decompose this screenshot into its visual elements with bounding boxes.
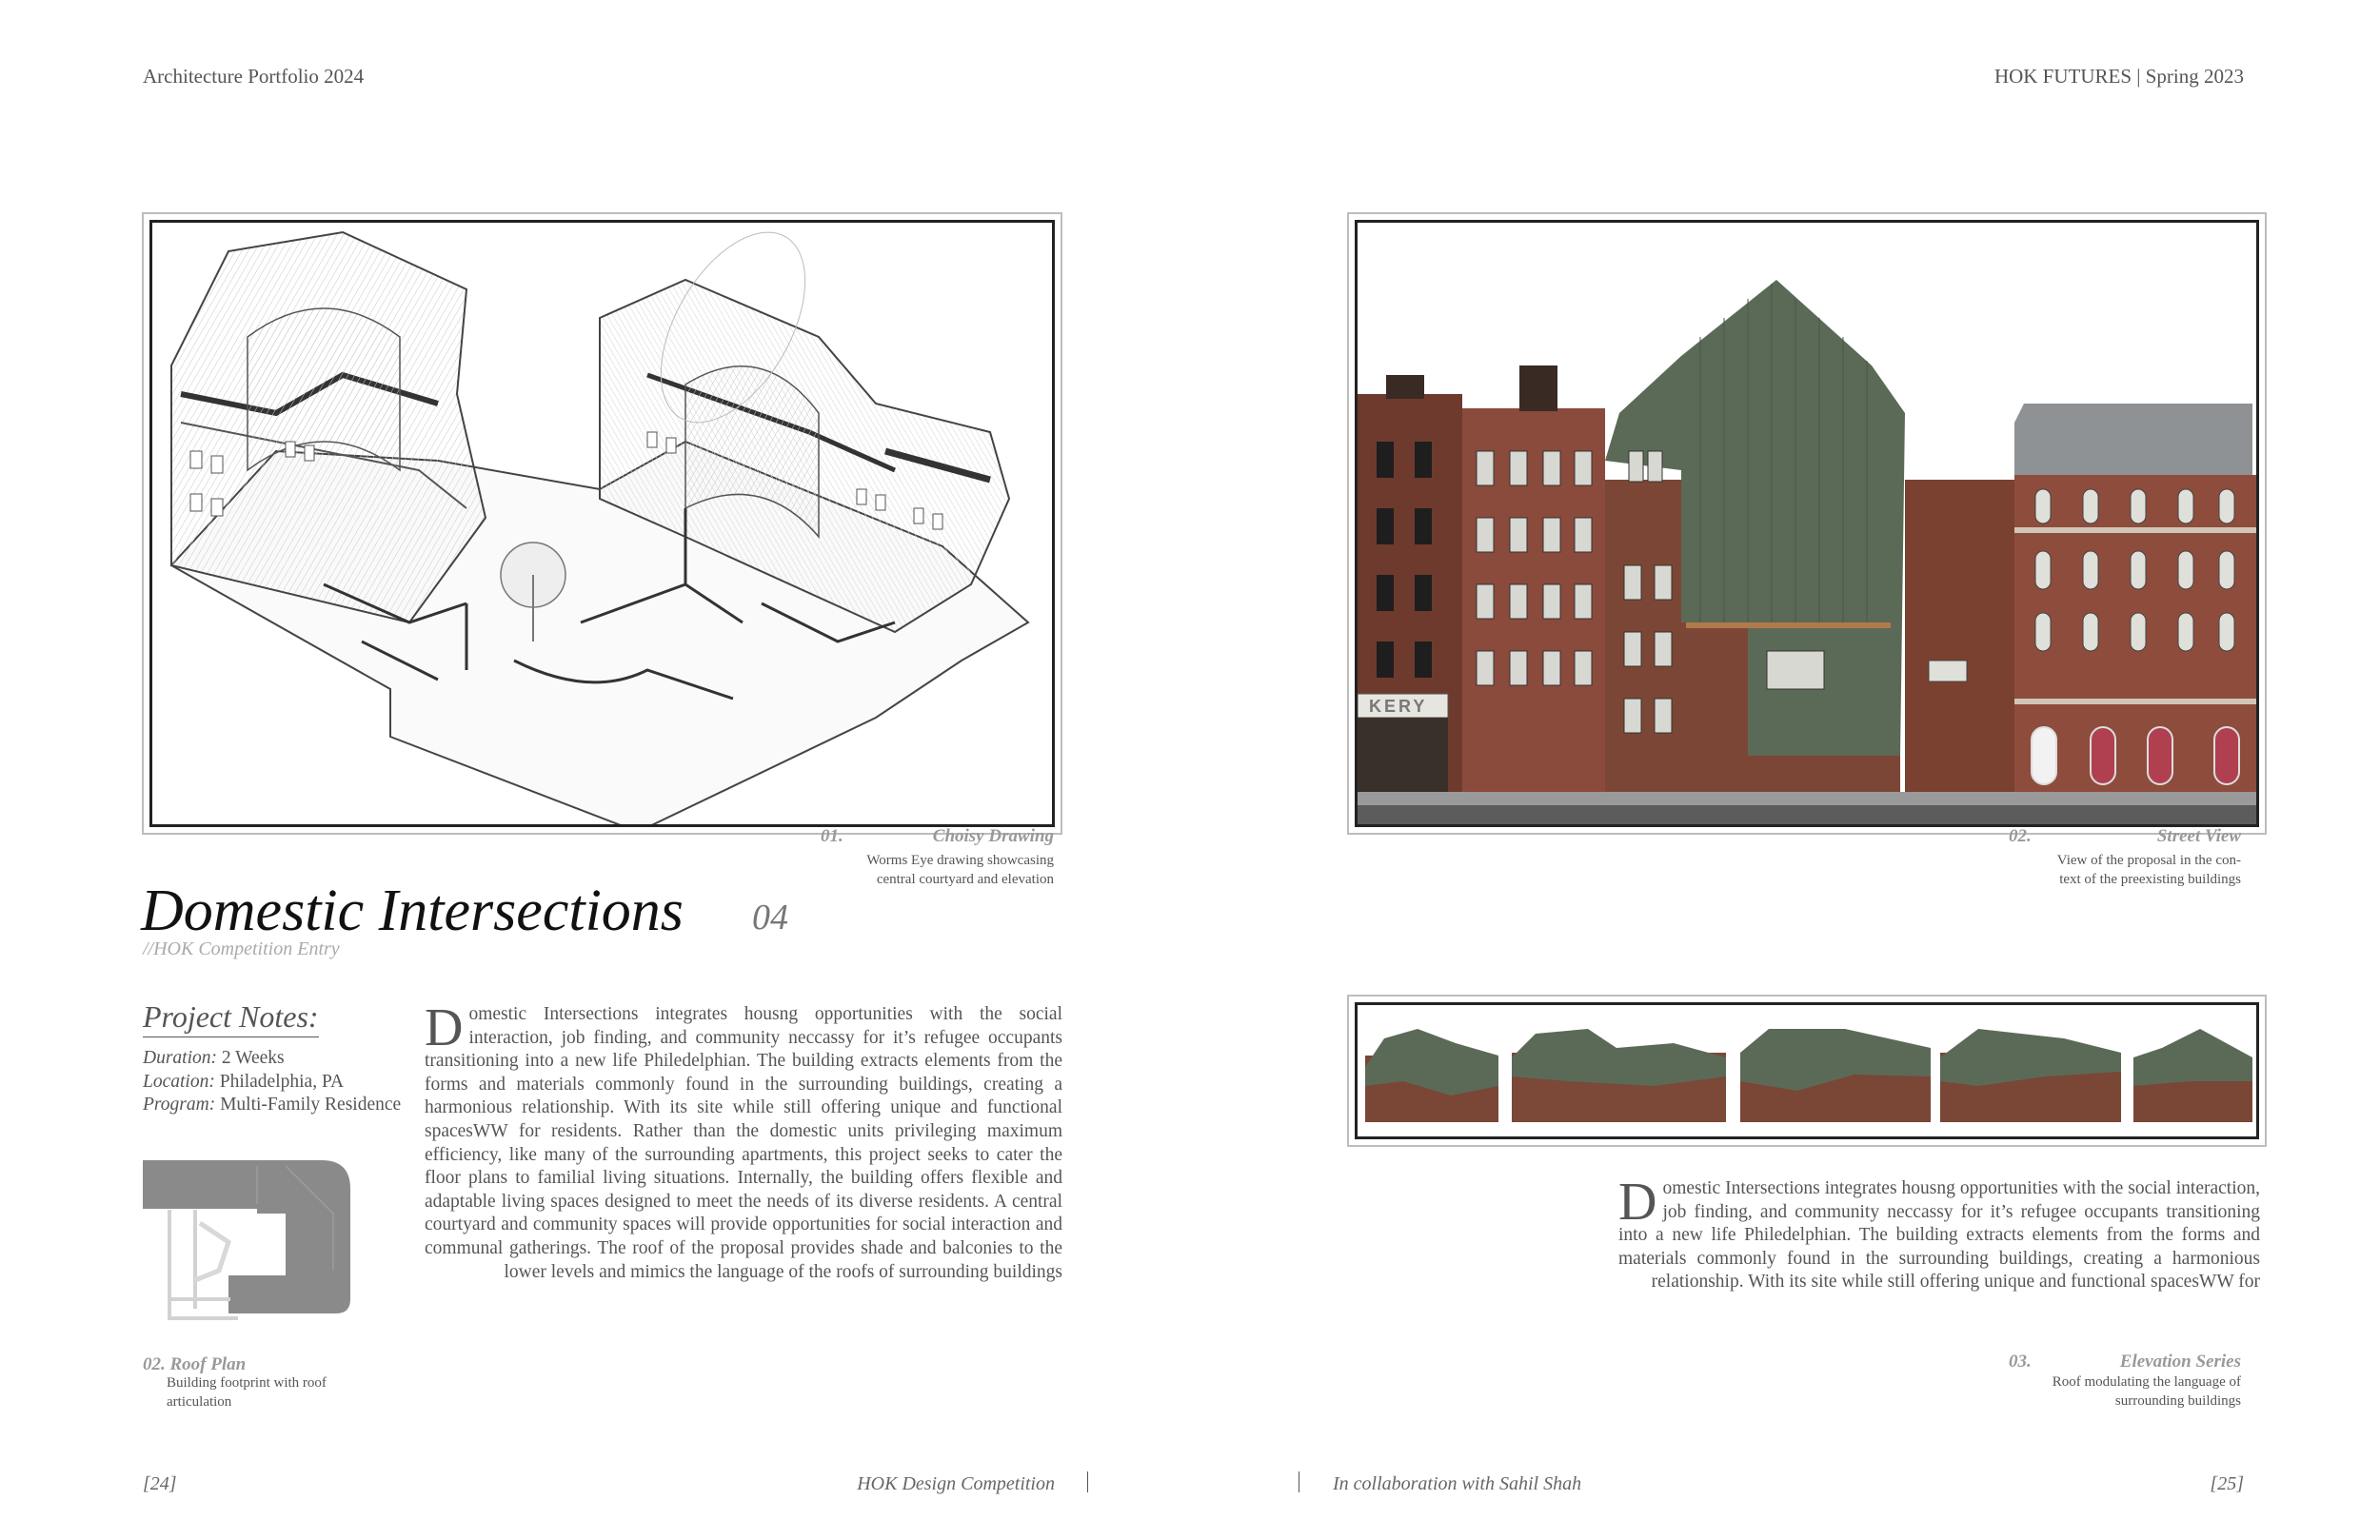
roof-plan-desc-2: articulation: [167, 1394, 232, 1410]
figure2-desc-2: text of the preexisting buildings: [2059, 872, 2241, 887]
project-notes-heading: Project Notes:: [143, 999, 319, 1037]
elevation-3: [1740, 1029, 1931, 1122]
project-notes: [143, 1047, 401, 1117]
right-page-number: [25]: [2210, 1473, 2244, 1494]
figure2-number: 02.: [2009, 826, 2032, 846]
left-page-number: [24]: [143, 1473, 177, 1494]
project-subtitle: //HOK Competition Entry: [143, 938, 340, 959]
right-body-paragraph: omestic Intersections integrates housng opportunities with the social interaction, job finding, and community neccassy for it’s refugee occupants transitioning into a new life Philedelphian. The building extracts elements from the forms and materials commonly found in the surrounding buildings, creating a harmonious relationship. With its site while still offering unique and functional spacesWW for: [1618, 1178, 2260, 1293]
footer-separator-left: [1087, 1471, 1088, 1492]
project-number: 04: [752, 898, 788, 938]
program-label: Program:: [143, 1095, 216, 1116]
figure2-title: Street View: [2156, 826, 2241, 846]
choisy-drawing: [152, 223, 1052, 824]
figure3-desc-2: surrounding buildings: [2114, 1393, 2241, 1409]
elevation-series-image: [1358, 1005, 2256, 1136]
left-body-text: [425, 998, 1062, 1284]
location-label: Location:: [143, 1071, 215, 1092]
roof-plan-desc-1: Building footprint with roof: [167, 1375, 327, 1391]
elevation-series-frame: [1347, 995, 2267, 1147]
program-row: [143, 1094, 401, 1117]
roof-plan-title: 02. Roof Plan: [143, 1354, 247, 1374]
figure1-desc-1: Worms Eye drawing showcasing: [866, 853, 1054, 868]
location-row: [143, 1071, 401, 1095]
location-value: Philadelphia, PA: [219, 1071, 345, 1092]
figure2-desc-1: View of the proposal in the con-: [2056, 853, 2241, 868]
duration-label: Duration:: [143, 1048, 217, 1068]
duration-row: [143, 1047, 401, 1071]
roof-plan-drawing: [143, 1156, 357, 1323]
figure3-desc-1: Roof modulating the language of: [2052, 1374, 2241, 1390]
figure1-desc-2: central courtyard and elevation: [876, 872, 1054, 887]
project-title: Domestic Intersections: [141, 879, 684, 943]
duration-value: 2 Weeks: [221, 1048, 285, 1068]
figure1-title: Choisy Drawing: [932, 826, 1054, 846]
program-value: Multi-Family Residence: [220, 1095, 402, 1116]
street-view-frame: [1347, 212, 2267, 835]
right-body-text: [1618, 1173, 2260, 1294]
choisy-drawing-frame: [142, 212, 1062, 835]
bakery-sign: KERY: [1369, 697, 1428, 716]
right-dropcap: D: [1618, 1173, 1657, 1232]
street-view-image: [1358, 223, 2256, 824]
left-body-paragraph: omestic Intersections integrates housng opportunities with the social interaction, job finding, and community neccassy for it’s refugee occupants transitioning into a new life Philedelphian. The building extracts elements from the forms and materials commonly found in the surrounding buildings, creating a harmonious relationship. With its site while still offering unique and functional spacesWW for residents. Rather than the domestic units privileging maximum efficiency, like many of the surrounding apartments, this project seeks to cater the floor plans to familial living situations. Internally, the building offers flexible and adaptable living spaces designed to meet the needs of its diverse residents. A central courtyard and community spaces will provide opportunities for social interaction and communal gatherings. The roof of the proposal provides shade and balconies to the lower levels and mimics the language of the roofs of surrounding buildings: [425, 1004, 1062, 1282]
figure1-number: 01.: [821, 826, 843, 846]
figure3-title: Elevation Series: [2119, 1352, 2241, 1372]
header-right: HOK FUTURES | Spring 2023: [1993, 65, 2244, 88]
footer-right-label: In collaboration with Sahil Shah: [1333, 1473, 1582, 1494]
header-left: Architecture Portfolio 2024: [143, 65, 365, 88]
footer-left-label: HOK Design Competition: [857, 1473, 1055, 1494]
figure3-number: 03.: [2009, 1352, 2032, 1372]
left-dropcap: D: [425, 998, 464, 1057]
